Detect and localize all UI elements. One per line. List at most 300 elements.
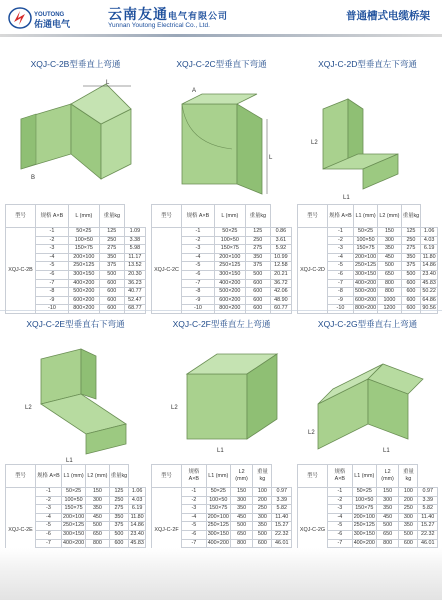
svg-text:L2: L2 xyxy=(25,405,32,411)
table-cell: 11.17 xyxy=(124,253,145,262)
table-cell: 300×150 xyxy=(353,270,377,279)
table-cell: 250 xyxy=(399,505,418,514)
table-cell: 100 xyxy=(399,488,418,497)
table-cell: 350 xyxy=(378,245,401,254)
table-cell: -6 xyxy=(182,530,207,539)
table-cell: 6.19 xyxy=(129,505,146,514)
table-cell: -2 xyxy=(328,496,353,505)
table-cell: 45.83 xyxy=(129,539,146,548)
spec-table xyxy=(151,204,292,314)
col-header: L2 (mm) xyxy=(230,465,253,488)
table-cell: 100×50 xyxy=(61,496,85,505)
table-cell: 600 xyxy=(109,539,129,548)
table-cell: 0.97 xyxy=(272,488,292,497)
table-cell: 600 xyxy=(399,539,418,548)
col-header: L2 (mm) xyxy=(376,465,399,488)
header-rule xyxy=(0,34,442,37)
table-cell: 375 xyxy=(401,262,421,271)
tray-diagram-2f xyxy=(157,334,287,464)
table-cell: 50×25 xyxy=(353,228,377,237)
model-cell: XQJ-C-2C xyxy=(152,228,182,314)
company-name: 云南友通电气有限公司 xyxy=(108,6,229,22)
svg-text:L1: L1 xyxy=(343,195,350,201)
table-cell: -4 xyxy=(328,513,353,522)
col-header: 重量kg xyxy=(245,205,270,228)
table-cell: 800 xyxy=(378,279,401,288)
table-cell: -6 xyxy=(36,270,69,279)
table-cell: -8 xyxy=(182,288,215,297)
table-cell: 500 xyxy=(378,262,401,271)
table-cell: -3 xyxy=(328,245,354,254)
table-cell: 15.27 xyxy=(418,522,438,531)
table-cell: -3 xyxy=(182,505,207,514)
logo-en-text: YOUTONG xyxy=(34,12,65,18)
table-cell: 46.01 xyxy=(272,539,292,548)
col-header: 重量kg xyxy=(401,205,421,228)
table-cell: 200×100 xyxy=(206,513,230,522)
spec-table xyxy=(5,204,146,314)
table-cell: -1 xyxy=(328,228,354,237)
table-cell: -10 xyxy=(328,305,354,314)
table-cell: -5 xyxy=(36,522,62,531)
table-cell: 14.86 xyxy=(421,262,438,271)
table-cell: 150 xyxy=(86,488,109,497)
table-cell: 11.40 xyxy=(272,513,292,522)
col-header: 重量kg xyxy=(99,205,124,228)
table-cell: 300 xyxy=(376,496,399,505)
table-cell: 52.47 xyxy=(124,296,145,305)
panel-title: XQJ-C-2D型垂直左下弯通 xyxy=(318,59,417,69)
table-cell: -5 xyxy=(182,522,207,531)
table-cell: 11.80 xyxy=(421,253,438,262)
table-cell: 600 xyxy=(99,305,124,314)
table-cell: 200×100 xyxy=(353,253,377,262)
table-cell: 450 xyxy=(86,513,109,522)
table-cell: 12.58 xyxy=(270,262,291,271)
table-cell: 600 xyxy=(99,296,124,305)
table-cell: 500 xyxy=(401,270,421,279)
col-header: L1 (mm) xyxy=(353,205,377,228)
table-cell: -8 xyxy=(328,288,354,297)
svg-text:L2: L2 xyxy=(171,405,178,411)
table-row xyxy=(152,488,292,497)
table-cell: 600 xyxy=(245,305,270,314)
table-cell: 600×200 xyxy=(214,296,245,305)
table-cell: 300 xyxy=(86,496,109,505)
table-cell: 600 xyxy=(245,288,270,297)
table-cell: 23.40 xyxy=(421,270,438,279)
panel-title: XQJ-C-2F型垂直左上弯通 xyxy=(172,319,271,329)
panel-title: XQJ-C-2B型垂直上弯通 xyxy=(30,59,121,69)
ink-landscape-background xyxy=(0,548,442,600)
table-cell: 0.97 xyxy=(418,488,438,497)
col-header: L2 (mm) xyxy=(378,205,401,228)
table-cell: 36.72 xyxy=(270,279,291,288)
col-header: 规格 A×B xyxy=(182,205,215,228)
table-cell: 500×200 xyxy=(214,288,245,297)
table-cell: 650 xyxy=(230,530,253,539)
table-cell: 500×200 xyxy=(68,288,99,297)
table-cell: 48.90 xyxy=(270,296,291,305)
table-cell: -1 xyxy=(328,488,353,497)
table-cell: 100 xyxy=(253,488,272,497)
table-cell: 400×200 xyxy=(68,279,99,288)
table-cell: 200 xyxy=(399,496,418,505)
table-cell: 50×25 xyxy=(61,488,85,497)
col-header: 重量kg xyxy=(253,465,272,488)
table-cell: 200×100 xyxy=(68,253,99,262)
table-row xyxy=(152,228,292,237)
table-cell: 400×200 xyxy=(352,539,376,548)
table-cell: 50×25 xyxy=(352,488,376,497)
table-cell: 4.03 xyxy=(421,236,438,245)
table-cell: -3 xyxy=(36,245,69,254)
table-cell: -9 xyxy=(182,296,215,305)
table-cell: -2 xyxy=(182,236,215,245)
col-header: L1 (mm) xyxy=(352,465,376,488)
table-cell: 300×150 xyxy=(68,270,99,279)
table-cell: 350 xyxy=(109,513,129,522)
table-cell: 350 xyxy=(401,253,421,262)
table-cell: 800×200 xyxy=(214,305,245,314)
table-cell: 0.86 xyxy=(270,228,291,237)
model-cell: XQJ-C-2D xyxy=(298,228,328,314)
table-cell: -7 xyxy=(36,539,62,548)
table-cell: 1.06 xyxy=(129,488,146,497)
col-header: L1 (mm) xyxy=(61,465,85,488)
table-cell: 150×75 xyxy=(352,505,376,514)
logo-cn-text: 佑通电气 xyxy=(34,19,71,29)
model-cell: XQJ-C-2B xyxy=(6,228,36,314)
table-cell: 350 xyxy=(376,505,399,514)
col-header: 规格 A×B xyxy=(36,465,62,488)
table-cell: 5.82 xyxy=(272,505,292,514)
table-cell: 450 xyxy=(376,513,399,522)
table-cell: 150 xyxy=(230,488,253,497)
table-row xyxy=(6,488,146,497)
table-cell: 350 xyxy=(245,253,270,262)
tray-diagram-2d xyxy=(303,74,433,204)
svg-text:L: L xyxy=(269,155,273,161)
table-cell: 600 xyxy=(401,288,421,297)
col-header: L2 (mm) xyxy=(86,465,109,488)
table-cell: 300 xyxy=(378,236,401,245)
table-cell: 250 xyxy=(245,236,270,245)
table-cell: 600 xyxy=(401,305,421,314)
table-cell: 23.40 xyxy=(129,530,146,539)
table-cell: 5.98 xyxy=(124,245,145,254)
table-cell: 650 xyxy=(378,270,401,279)
table-cell: 600×200 xyxy=(353,296,377,305)
spec-table xyxy=(297,204,438,314)
table-cell: 45.83 xyxy=(421,279,438,288)
table-cell: 800 xyxy=(376,539,399,548)
table-cell: 250×125 xyxy=(206,522,230,531)
table-cell: 250 xyxy=(99,236,124,245)
table-cell: -7 xyxy=(182,539,207,548)
table-cell: -3 xyxy=(182,245,215,254)
table-cell: 800 xyxy=(230,539,253,548)
table-cell: 400×200 xyxy=(214,279,245,288)
table-cell: 150×75 xyxy=(68,245,99,254)
table-cell: -6 xyxy=(182,270,215,279)
company-name-en: Yunnan Youtong Electrical Co., Ltd. xyxy=(108,22,210,29)
table-cell: -6 xyxy=(328,270,354,279)
table-cell: -2 xyxy=(182,496,207,505)
col-header: 型号 xyxy=(298,465,328,488)
panel-title: XQJ-C-2C型垂直下弯通 xyxy=(176,59,267,69)
col-header: 重量kg xyxy=(109,465,129,488)
table-cell: 200×100 xyxy=(61,513,85,522)
model-cell: XQJ-C-2E xyxy=(6,488,36,574)
table-cell: 375 xyxy=(245,262,270,271)
table-cell: 40.77 xyxy=(124,288,145,297)
table-cell: 300 xyxy=(399,513,418,522)
col-header: L1 (mm) xyxy=(206,465,230,488)
col-header: 型号 xyxy=(6,465,36,488)
svg-text:L1: L1 xyxy=(383,448,390,454)
table-row xyxy=(298,488,438,497)
table-cell: 50×25 xyxy=(214,228,245,237)
table-cell: -5 xyxy=(328,262,354,271)
col-header: L (mm) xyxy=(68,205,99,228)
table-cell: 250 xyxy=(109,496,129,505)
table-cell: 500 xyxy=(230,522,253,531)
table-cell: 22.32 xyxy=(272,530,292,539)
table-cell: -7 xyxy=(328,539,353,548)
svg-text:L1: L1 xyxy=(217,448,224,454)
table-cell: 800×200 xyxy=(353,305,377,314)
table-cell: 500 xyxy=(245,270,270,279)
table-cell: 125 xyxy=(109,488,129,497)
table-cell: 5.82 xyxy=(418,505,438,514)
table-cell: 350 xyxy=(253,522,272,531)
table-cell: -5 xyxy=(182,262,215,271)
table-cell: 100×50 xyxy=(352,496,376,505)
col-header: 规格 A×B xyxy=(328,465,353,488)
table-cell: -4 xyxy=(36,513,62,522)
table-cell: 600 xyxy=(401,279,421,288)
table-cell: -9 xyxy=(328,296,354,305)
svg-text:L: L xyxy=(106,80,110,86)
table-cell: -9 xyxy=(36,296,69,305)
table-cell: 275 xyxy=(245,245,270,254)
table-cell: -1 xyxy=(182,488,207,497)
table-cell: -4 xyxy=(36,253,69,262)
table-cell: 60.77 xyxy=(270,305,291,314)
table-cell: 50×25 xyxy=(206,488,230,497)
table-cell: 100×50 xyxy=(68,236,99,245)
col-header: 规格 A×B xyxy=(328,205,354,228)
tray-diagram-2g xyxy=(303,334,433,464)
col-header: L (mm) xyxy=(214,205,245,228)
lightning-icon xyxy=(14,11,25,25)
table-cell: 68.77 xyxy=(124,305,145,314)
table-cell: 200×100 xyxy=(352,513,376,522)
table-cell: 350 xyxy=(86,505,109,514)
table-cell: 600 xyxy=(253,539,272,548)
table-cell: -10 xyxy=(36,305,69,314)
table-cell: 600 xyxy=(245,279,270,288)
table-cell: -7 xyxy=(182,279,215,288)
table-cell: 600 xyxy=(99,288,124,297)
table-cell: 15.27 xyxy=(272,522,292,531)
col-header: 型号 xyxy=(152,465,182,488)
tray-diagram-2e xyxy=(11,334,141,464)
table-cell: 500 xyxy=(399,530,418,539)
table-cell: 300 xyxy=(230,496,253,505)
panel-title: XQJ-C-2G型垂直右上弯通 xyxy=(317,319,418,329)
table-cell: 500×200 xyxy=(353,288,377,297)
table-cell: -2 xyxy=(328,236,354,245)
table-cell: 600 xyxy=(99,279,124,288)
table-cell: -8 xyxy=(36,288,69,297)
table-cell: 500 xyxy=(109,530,129,539)
table-cell: 150×75 xyxy=(353,245,377,254)
tray-diagram-2c xyxy=(157,74,287,204)
table-cell: 42.06 xyxy=(270,288,291,297)
table-cell: 300 xyxy=(253,513,272,522)
table-cell: 150×75 xyxy=(61,505,85,514)
table-cell: 46.01 xyxy=(418,539,438,548)
table-cell: 300×150 xyxy=(61,530,85,539)
table-cell: 13.52 xyxy=(124,262,145,271)
table-cell: -2 xyxy=(36,236,69,245)
table-cell: -5 xyxy=(36,262,69,271)
table-cell: 450 xyxy=(378,253,401,262)
table-cell: 3.38 xyxy=(124,236,145,245)
table-cell: 90.56 xyxy=(421,305,438,314)
table-cell: 125 xyxy=(245,228,270,237)
table-cell: 650 xyxy=(86,530,109,539)
table-cell: -1 xyxy=(182,228,215,237)
table-cell: 200×100 xyxy=(214,253,245,262)
table-cell: 375 xyxy=(109,522,129,531)
svg-text:A: A xyxy=(192,88,197,94)
table-cell: 1200 xyxy=(378,305,401,314)
table-cell: 600 xyxy=(245,296,270,305)
table-cell: -4 xyxy=(182,253,215,262)
table-cell: 500 xyxy=(86,522,109,531)
table-cell: 300×150 xyxy=(206,530,230,539)
svg-text:L1: L1 xyxy=(66,458,73,464)
company-logo xyxy=(8,6,104,30)
model-cell: XQJ-C-2F xyxy=(152,488,182,574)
table-cell: 275 xyxy=(99,245,124,254)
table-cell: 600×200 xyxy=(68,296,99,305)
table-cell: 350 xyxy=(99,253,124,262)
table-cell: 300×150 xyxy=(214,270,245,279)
table-cell: -4 xyxy=(328,253,354,262)
table-cell: 100×50 xyxy=(353,236,377,245)
panel-title: XQJ-C-2E型垂直右下弯通 xyxy=(26,319,125,329)
table-cell: 1.09 xyxy=(124,228,145,237)
table-cell: 3.39 xyxy=(272,496,292,505)
table-cell: 50.22 xyxy=(421,288,438,297)
table-cell: -3 xyxy=(328,505,353,514)
table-cell: 500 xyxy=(99,270,124,279)
table-cell: 450 xyxy=(230,513,253,522)
table-cell: 275 xyxy=(401,245,421,254)
table-cell: -3 xyxy=(36,505,62,514)
table-cell: 20.30 xyxy=(124,270,145,279)
table-cell: 400×200 xyxy=(61,539,85,548)
table-cell: 3.61 xyxy=(270,236,291,245)
table-cell: -4 xyxy=(182,513,207,522)
table-cell: 125 xyxy=(401,228,421,237)
table-cell: 350 xyxy=(230,505,253,514)
table-cell: 4.03 xyxy=(129,496,146,505)
table-cell: -1 xyxy=(36,488,62,497)
table-cell: 250×125 xyxy=(353,262,377,271)
table-cell: 3.39 xyxy=(418,496,438,505)
table-cell: 250×125 xyxy=(68,262,99,271)
table-row xyxy=(6,228,146,237)
table-cell: 64.86 xyxy=(421,296,438,305)
table-cell: 125 xyxy=(99,228,124,237)
table-cell: -6 xyxy=(328,530,353,539)
svg-text:B: B xyxy=(31,175,36,181)
svg-text:L2: L2 xyxy=(308,430,315,436)
table-cell: -5 xyxy=(328,522,353,531)
table-cell: 150 xyxy=(376,488,399,497)
table-cell: 800 xyxy=(86,539,109,548)
table-cell: 500 xyxy=(253,530,272,539)
table-cell: 6.19 xyxy=(421,245,438,254)
col-header: 型号 xyxy=(298,205,328,228)
col-header: 型号 xyxy=(152,205,182,228)
col-header: 重量kg xyxy=(399,465,418,488)
table-cell: 200 xyxy=(253,496,272,505)
table-cell: 10.99 xyxy=(270,253,291,262)
table-cell: 400×200 xyxy=(353,279,377,288)
table-cell: 20.21 xyxy=(270,270,291,279)
col-header: 型号 xyxy=(6,205,36,228)
col-header: 规格 A×B xyxy=(182,465,207,488)
table-cell: 375 xyxy=(99,262,124,271)
table-cell: 400×200 xyxy=(206,539,230,548)
table-cell: -10 xyxy=(182,305,215,314)
table-cell: 250 xyxy=(401,236,421,245)
table-cell: 11.40 xyxy=(418,513,438,522)
table-cell: -6 xyxy=(36,530,62,539)
table-cell: 1.06 xyxy=(421,228,438,237)
table-cell: 275 xyxy=(109,505,129,514)
page-header xyxy=(0,0,442,36)
table-cell: 500 xyxy=(376,522,399,531)
table-cell: 100×50 xyxy=(214,236,245,245)
table-cell: 650 xyxy=(376,530,399,539)
col-header: 规格 A×B xyxy=(36,205,69,228)
table-cell: 300×150 xyxy=(352,530,376,539)
table-cell: 5.92 xyxy=(270,245,291,254)
table-cell: -1 xyxy=(36,228,69,237)
table-cell: 11.80 xyxy=(129,513,146,522)
table-cell: 350 xyxy=(399,522,418,531)
tray-diagram-2b xyxy=(11,74,141,204)
table-cell: 250×125 xyxy=(214,262,245,271)
product-title: 普通槽式电缆桥架 xyxy=(346,10,430,22)
table-cell: 800 xyxy=(378,288,401,297)
table-cell: 14.86 xyxy=(129,522,146,531)
svg-text:L2: L2 xyxy=(311,140,318,146)
table-cell: -7 xyxy=(36,279,69,288)
table-cell: -2 xyxy=(36,496,62,505)
table-cell: 36.23 xyxy=(124,279,145,288)
table-cell: 250 xyxy=(253,505,272,514)
table-cell: 150×75 xyxy=(206,505,230,514)
table-cell: -7 xyxy=(328,279,354,288)
